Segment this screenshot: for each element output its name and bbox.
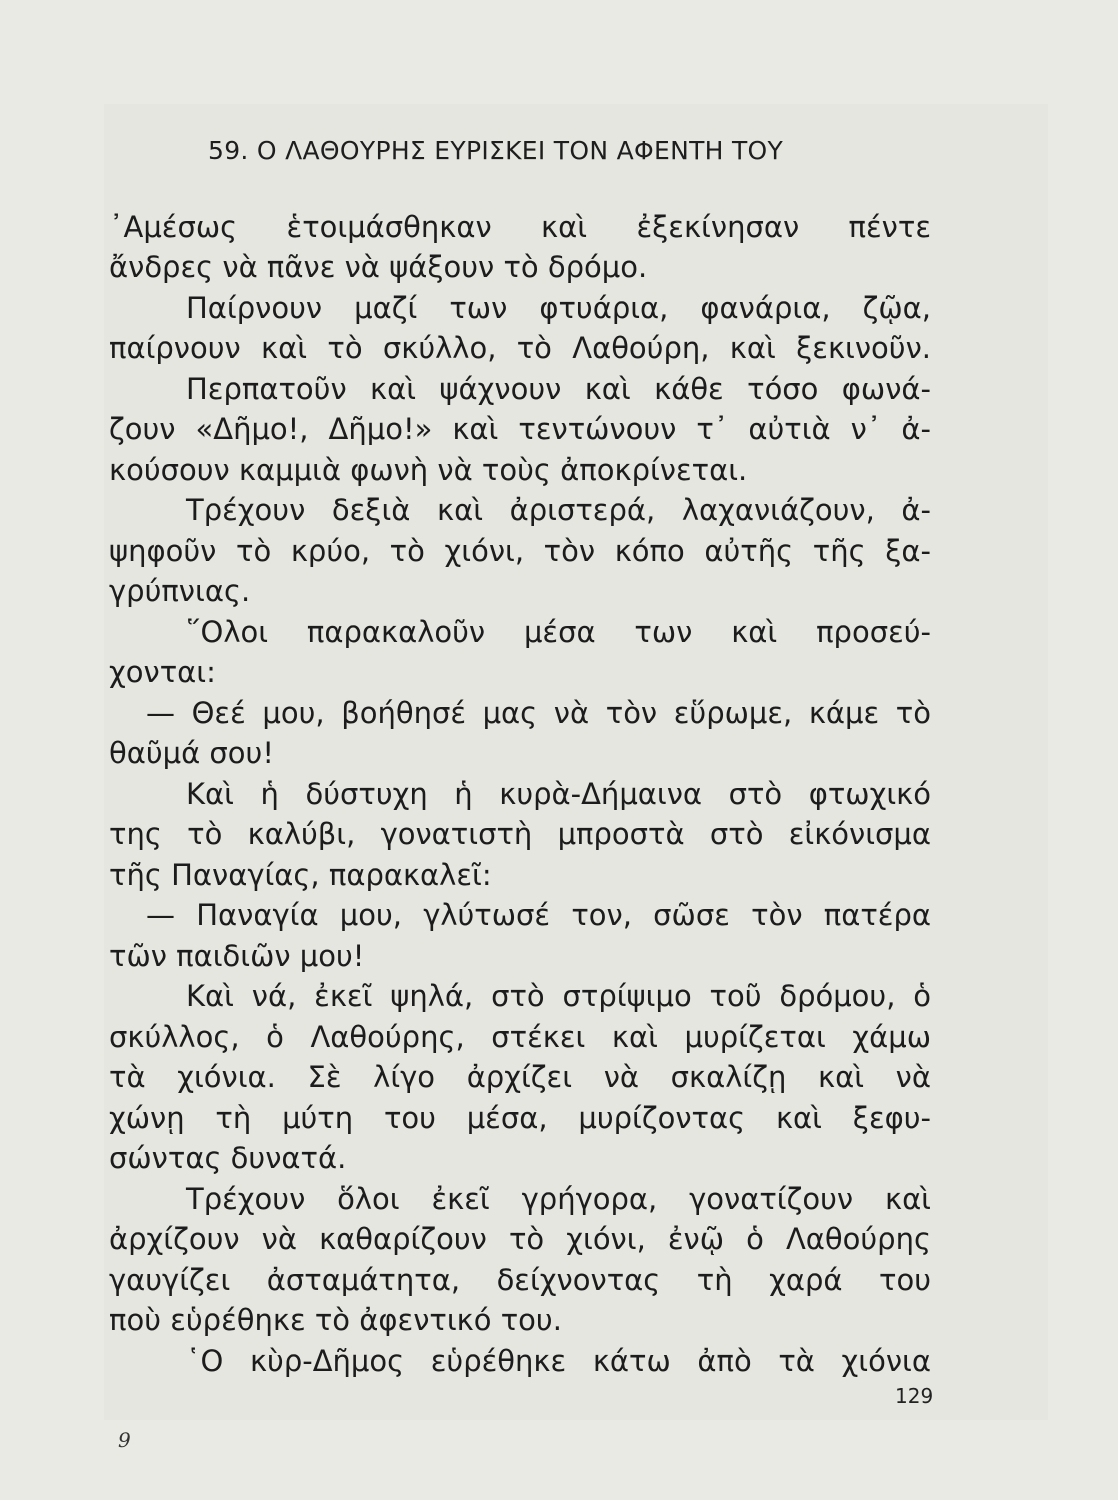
text-line: σκύλλος, ὁ Λαθούρης, στέκει καὶ μυρίζεται χάμω	[109, 1020, 931, 1054]
text-line: ποὺ εὑρέθηκε τὸ ἀφεντικό του.	[109, 1303, 562, 1337]
text-line: Περπατοῦν καὶ ψάχνουν καὶ κάθε τόσο φωνά-	[186, 372, 931, 406]
text-line: γαυγίζει ἀσταμάτητα, δείχνοντας τὴ χαρά του	[109, 1263, 931, 1297]
text-line: Τρέχουν ὅλοι ἐκεῖ γρήγορα, γονατίζουν καὶ	[186, 1182, 931, 1216]
text-line: Καὶ ἡ δύστυχη ἡ κυρὰ-Δήμαινα στὸ φτωχικό	[186, 777, 931, 811]
text-line: ῾Ο κὺρ-Δῆμος εὑρέθηκε κάτω ἀπὸ τὰ χιόνια	[186, 1344, 931, 1378]
text-line: ἄνδρες νὰ πᾶνε νὰ ψάξουν τὸ δρόμο.	[109, 250, 648, 284]
text-line: τὰ χιόνια. Σὲ λίγο ἀρχίζει νὰ σκαλίζῃ καὶ νὰ	[109, 1060, 931, 1094]
text-line: τῶν παιδιῶν μου!	[109, 939, 365, 973]
text-line: Τρέχουν δεξιὰ καὶ ἀριστερά, λαχανιάζουν, ἀ-	[186, 493, 931, 527]
text-line: Καὶ νά, ἐκεῖ ψηλά, στὸ στρίψιμο τοῦ δρόμου, ὁ	[186, 979, 931, 1013]
text-line: παίρνουν καὶ τὸ σκύλλο, τὸ Λαθούρη, καὶ ξεκινοῦν.	[109, 331, 931, 365]
text-line: τῆς Παναγίας, παρακαλεῖ:	[109, 858, 492, 892]
text-line: ἀρχίζουν νὰ καθαρίζουν τὸ χιόνι, ἐνῷ ὁ Λαθούρης	[109, 1222, 931, 1256]
text-line: σώντας δυνατά.	[109, 1141, 347, 1175]
text-line: της τὸ καλύβι, γονατιστὴ μπροστὰ στὸ εἰκόνισμα	[109, 817, 931, 851]
text-line: χώνῃ τὴ μύτη του μέσα, μυρίζοντας καὶ ξεφυ-	[109, 1101, 931, 1135]
text-line: Παίρνουν μαζί των φτυάρια, φανάρια, ζῷα,	[186, 291, 931, 325]
text-line: ᾿Αμέσως ἑτοιμάσθηκαν καὶ ἐξεκίνησαν πέντε	[109, 210, 931, 244]
signature-mark: 9	[118, 1428, 131, 1452]
text-line: — Θεέ μου, βοήθησέ μας νὰ τὸν εὕρωμε, κάμε τὸ	[146, 696, 931, 730]
text-line: χονται:	[109, 655, 216, 689]
chapter-heading: 59. Ο ΛΑΘΟΥΡΗΣ ΕΥΡΙΣΚΕΙ ΤΟΝ ΑΦΕΝΤΗ ΤΟΥ	[208, 136, 784, 165]
text-line: θαῦμά σου!	[109, 736, 274, 770]
text-line: ζουν «Δῆμο!, Δῆμο!» καὶ τεντώνουν τ᾿ αὐτιὰ ν᾿ ἀ-	[109, 412, 931, 446]
page-number: 129	[895, 1384, 934, 1408]
text-line: ψηφοῦν τὸ κρύο, τὸ χιόνι, τὸν κόπο αὐτῆς τῆς ξα-	[109, 534, 931, 568]
text-line: ῞Ολοι παρακαλοῦν μέσα των καὶ προσεύ-	[186, 615, 931, 649]
text-line: γρύπνιας.	[109, 574, 251, 608]
text-line: κούσουν καμμιὰ φωνὴ νὰ τοὺς ἀποκρίνεται.	[109, 453, 748, 487]
text-line: — Παναγία μου, γλύτωσέ τον, σῶσε τὸν πατέρα	[146, 898, 931, 932]
